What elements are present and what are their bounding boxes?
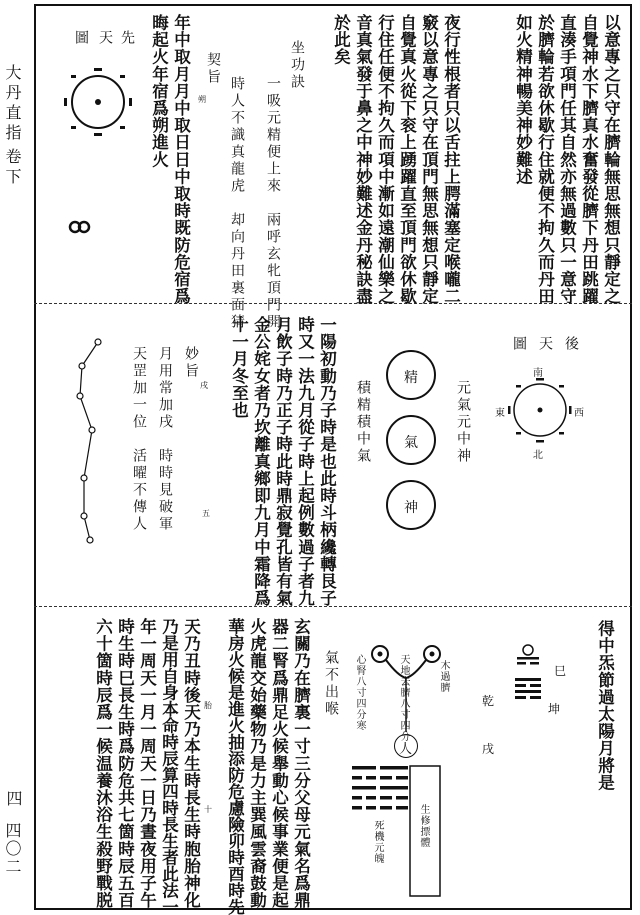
volume-label: 卷下 [3, 148, 22, 188]
small-note: 戌 [200, 381, 208, 390]
houtian-title: 後 [563, 336, 579, 353]
text-column: 音真氣發于鼻之中神妙難述金丹秘訣盡 [353, 14, 373, 305]
text-column: 夜行性根者只以舌拄上腭滿塞定喉嚨二 [441, 14, 461, 305]
small-note: 十 [204, 805, 212, 814]
compass-west: 西 [574, 408, 585, 419]
text-column: 天乃丑時後天乃本生時長生時胞胎神化 [181, 618, 201, 909]
yuanqi-label: 元氣元中神 [455, 380, 471, 465]
box-label: 生修摽體 [418, 804, 429, 848]
book-title: 大丹直指 [3, 64, 22, 144]
bottom-header: 得中炁節過太陽月將是 [595, 620, 615, 791]
text-column: 華房火候是進火抽添防危慮險卯時酉時先 [225, 618, 245, 915]
verse-line: 一吸元精便上來 兩呼玄牝頂門開 [265, 76, 281, 331]
miao-line: 月用常加戌 時時見破軍 [157, 346, 173, 533]
person-label: 人 [399, 742, 413, 757]
text-column: 年一周天一月一周天一日乃晝夜用子午 [137, 618, 157, 909]
shen-label: 神 [404, 500, 418, 516]
double-circle-icon [68, 220, 92, 234]
trigram-label: 乾 [482, 694, 496, 708]
hex-label: 心腎八寸四分寒 [354, 654, 365, 731]
text-column: 金公姹女者乃坎離真鄉即九月中霜降爲 [251, 316, 271, 607]
text-column: 六十箇時辰爲一候温養沐浴生殺野戰脱 [93, 618, 113, 909]
small-note: 五 [202, 509, 210, 518]
xiantian-diagram [58, 62, 138, 142]
text-column: 年中取月月中取日日中取時既防危宿爲 [171, 14, 191, 305]
qi-title: 氣不出喉 [323, 650, 339, 718]
box-label: 死機元魄 [372, 820, 383, 864]
page-label: 四 [4, 790, 23, 806]
compass-south: 南 [533, 368, 544, 379]
compass-east: 東 [495, 408, 506, 419]
houtian-diagram [505, 370, 575, 450]
text-column: 月飲子時乃正子時此時鼎寂覺孔皆有氣 [273, 316, 293, 607]
trigram-label: 巳 [554, 664, 568, 678]
houtian-title: 圖 [511, 336, 527, 353]
small-note: 胎 [204, 701, 212, 710]
hex-label: 木過臍 [438, 660, 449, 693]
verse-line: 時人不識真龍虎 却向丹田裏面猜 [229, 76, 245, 331]
text-column: 火虎龍交始藥物乃是力主巽風雲裔鼓動 [247, 618, 267, 909]
diagram-label: 天 [97, 30, 113, 47]
text-column: 十一月冬至也 [229, 316, 249, 419]
text-column: 一陽初動乃子時是也此時斗柄纔轉艮子 [317, 316, 337, 607]
compass-north: 北 [533, 450, 544, 461]
text-column: 於此矣 [331, 14, 351, 66]
miao-title: 妙旨 [183, 346, 199, 380]
text-column: 器二腎爲鼎足火候舉動心候事業便是起 [269, 618, 289, 909]
text-column: 自覺神水下臍真水奮發從臍下丹田跳躍 [579, 14, 599, 305]
text-column: 自覺真火從下衮上踴躍直至頂門欲休歇 [397, 14, 417, 305]
verse-title: 坐功訣 [289, 40, 305, 91]
trigram-label: 坤 [548, 702, 562, 716]
diagram-label: 圖 [73, 30, 89, 47]
text-column: 於臍輪若欲休歇行住就便不拘久而丹田 [535, 14, 555, 305]
text-column: 直湊手項門任其自然亦無過數只一意守 [557, 14, 577, 305]
text-column: 如火精神暢美神妙難述 [513, 14, 533, 185]
text-column: 時生時巳長生時爲防危共七箇時辰五百 [115, 618, 135, 909]
jing-label: 精 [404, 370, 418, 386]
text-column: 行住任便不拘久而項中漸如遠潮仙樂之 [375, 14, 395, 305]
text-column: 晦起火年宿爲朔進火 [149, 14, 169, 168]
text-column: 竅以意專之只守在頂門無思無想只靜定 [419, 14, 439, 305]
qi-label: 氣 [404, 435, 418, 451]
trigram-kan [515, 644, 541, 668]
miao-line: 天罡加一位 活曜不傳人 [131, 346, 147, 533]
text-column: 玄關乃在臍裏一寸三分父母元氣名爲鼎 [291, 618, 311, 909]
circle-caption: 積精積中氣 [355, 380, 371, 465]
hex-label: 天地去臍八寸四分 [398, 654, 409, 742]
big-dipper-diagram [70, 338, 110, 548]
trigram-label: 戌 [482, 742, 496, 756]
trigram-stack [513, 676, 543, 704]
diagram-label: 先 [119, 30, 135, 47]
houtian-title: 天 [537, 336, 553, 353]
small-note: 朔 [198, 95, 206, 104]
page-number: 四〇二 [3, 822, 22, 876]
verse-sign: 契旨 [205, 52, 221, 86]
text-column: 以意專之只守在臍輪無思無想只靜定之 [601, 14, 621, 305]
text-column: 乃是用自身本命時辰算四時長生者此法一 [159, 618, 179, 915]
text-column: 時又一法九月從子時上起例數過子者九 [295, 316, 315, 607]
